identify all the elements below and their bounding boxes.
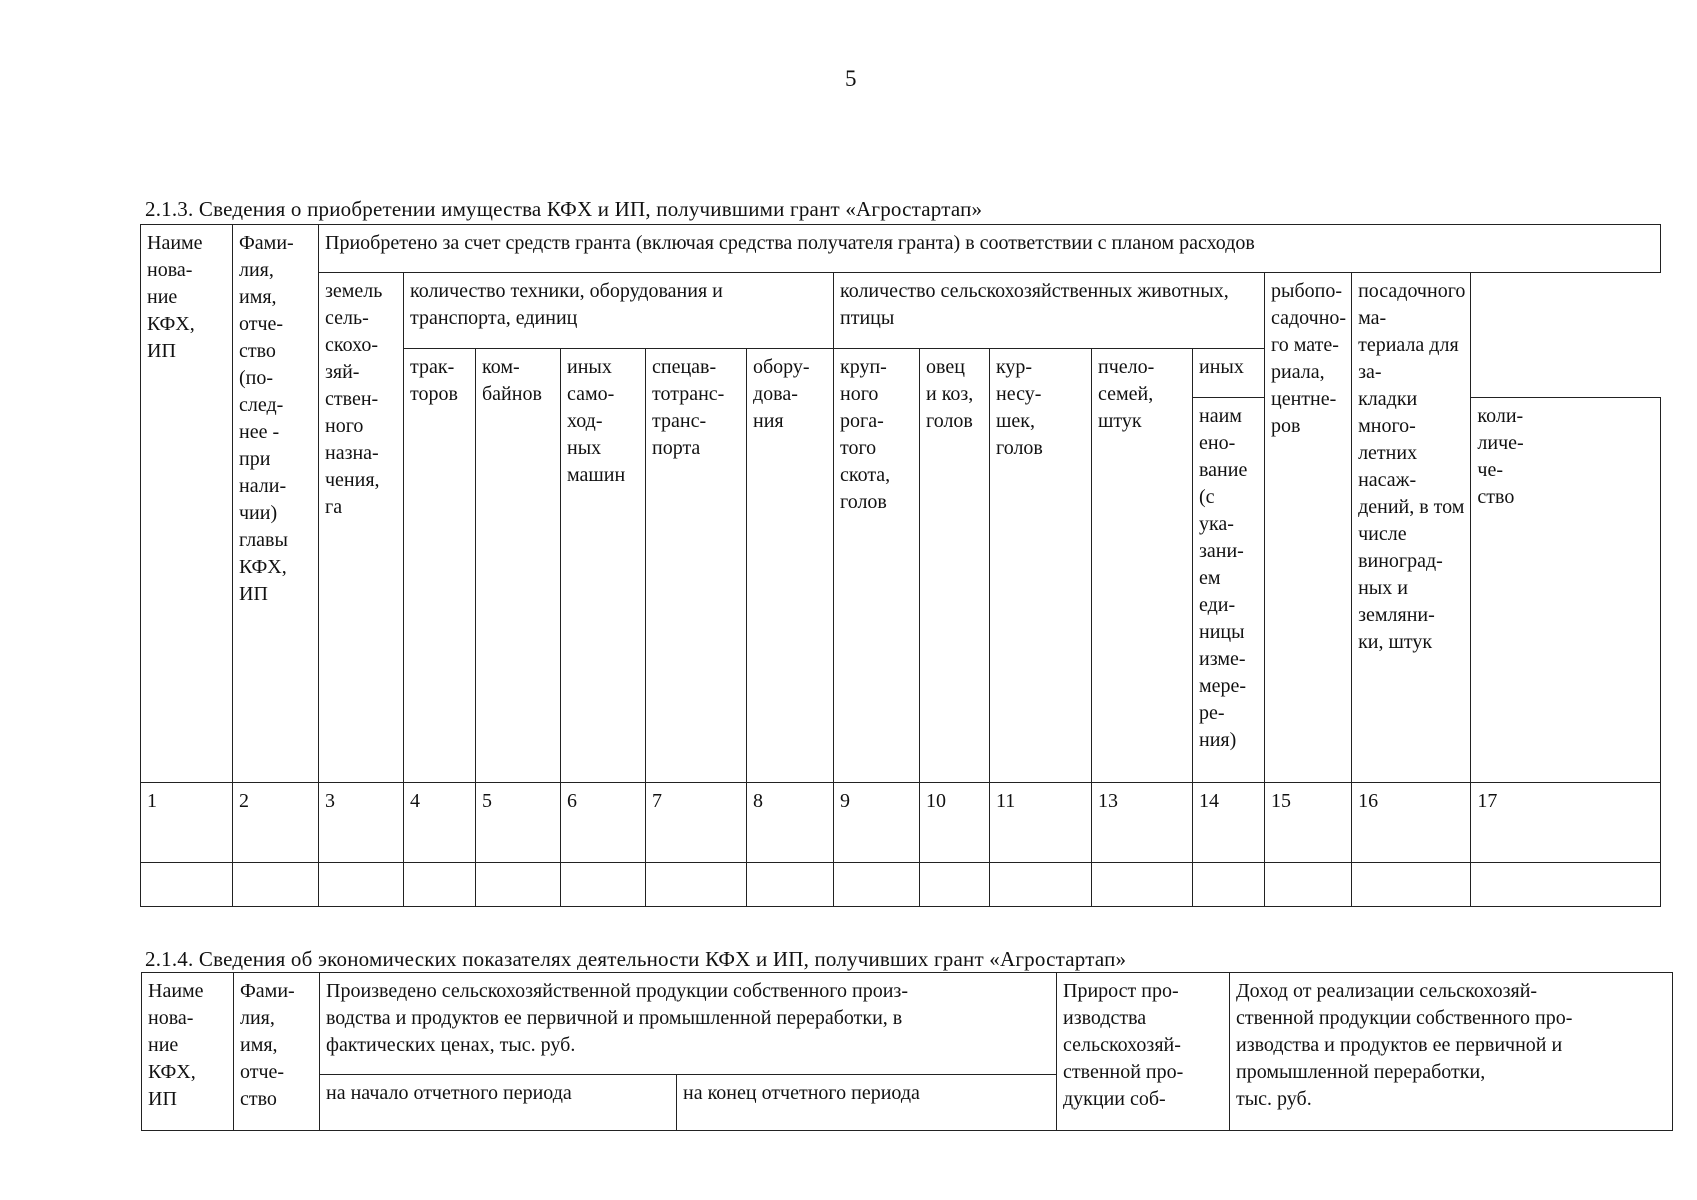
header-land: земель сель- скохо- зяй- ствен- ного назна- чения, га [319,273,404,783]
column-number: 13 [1092,783,1193,863]
header-other-quantity: коли- личе- че- ство [1471,398,1661,783]
header-row-2 [141,273,1661,349]
page-number: 5 [845,66,857,91]
column-number: 6 [561,783,646,863]
table-row [141,863,1661,907]
header-bee-colonies: пчело- семей, штук [1092,349,1193,783]
header-row-1 [141,225,1661,273]
column-number: 14 [1193,783,1265,863]
header-farm-name: Наиме нова- ние КФХ, ИП [142,973,234,1131]
header-animals-group: количество сельскохозяйственных животных, птицы [834,273,1265,349]
table-cell[interactable] [990,863,1092,907]
header-period-end: на конец отчетного периода [677,1075,1057,1131]
table-cell[interactable] [141,863,233,907]
header-sheep-goats: овец и коз, голов [920,349,990,783]
column-number: 7 [646,783,747,863]
section-title-2-1-3: 2.1.3. Сведения о приобретении имущества КФХ и ИП, получившими грант «Агростартап» [145,197,983,221]
table-cell[interactable] [476,863,561,907]
table-cell[interactable] [561,863,646,907]
column-number: 10 [920,783,990,863]
header-laying-hens: кур- несу- шек, голов [990,349,1092,783]
column-number: 3 [319,783,404,863]
column-number: 2 [233,783,319,863]
table-cell[interactable] [319,863,404,907]
column-number: 9 [834,783,920,863]
header-planting-material: посадочного ма- териала для за- кладки много- летних насаж- дений, в том числе виноград- ных и земляни- ки, штук [1352,273,1471,783]
header-head-fio: Фами- лия, имя, отче- ство [234,973,320,1131]
table-cell[interactable] [646,863,747,907]
table-cell[interactable] [834,863,920,907]
table-cell[interactable] [1193,863,1265,907]
header-cattle: круп- ного рога- того скота, голов [834,349,920,783]
header-sales-income: Доход от реализации сельскохозяй- ственной продукции собственного про- изводства и продуктов ее первичной и промышленной переработки, тыс. руб. [1230,973,1673,1131]
header-self-propelled: иных само- ход- ных машин [561,349,646,783]
table-cell[interactable] [1265,863,1352,907]
header-production-growth: Прирост про- изводства сельскохозяй- ственной про- дукции соб- [1057,973,1230,1131]
economic-indicators-table [141,972,1673,1131]
section-title-2-1-4: 2.1.4. Сведения об экономических показателях деятельности КФХ и ИП, получивших грант «Агростартап» [145,947,1127,971]
header-other-name: наим ено- вание (с ука- зани- ем еди- ницы изме- мере- ре- ния) [1193,398,1265,783]
column-number: 1 [141,783,233,863]
column-number: 11 [990,783,1092,863]
table-cell[interactable] [1352,863,1471,907]
table-cell[interactable] [747,863,834,907]
header-produced: Произведено сельскохозяйственной продукции собственного произ- водства и продуктов ее первичной и промышленной переработки, в фактических ценах, тыс. руб. [320,973,1057,1075]
column-number: 17 [1471,783,1661,863]
acquisitions-table [140,224,1661,907]
column-number: 15 [1265,783,1352,863]
table-cell[interactable] [233,863,319,907]
header-fish-material: рыбопо- садочно- го мате- риала, центне- ров [1265,273,1352,783]
header-other-group: иных [1193,349,1352,398]
table-cell[interactable] [404,863,476,907]
header-farm-name: Наиме нова- ние КФХ, ИП [141,225,233,783]
table-cell[interactable] [1471,863,1661,907]
column-number: 5 [476,783,561,863]
header-equipment: обору- дова- ния [747,349,834,783]
column-number: 8 [747,783,834,863]
header-equipment-group: количество техники, оборудования и транспорта, единиц [404,273,834,349]
table-cell[interactable] [1092,863,1193,907]
column-number: 16 [1352,783,1471,863]
column-number: 4 [404,783,476,863]
table-cell[interactable] [920,863,990,907]
header-period-start: на начало отчетного периода [320,1075,677,1131]
header-row-1 [142,973,1673,1075]
header-special-transport: спецав- тотранс- транс- порта [646,349,747,783]
header-acquired: Приобретено за счет средств гранта (включая средства получателя гранта) в соответствии с планом расходов [319,225,1661,273]
header-head-fio: Фами- лия, имя, отче- ство (по- след- нее - при нали- чии) главы КФХ, ИП [233,225,319,783]
column-numbers-row [141,783,1661,863]
header-combines: ком- байнов [476,349,561,783]
header-tractors: трак- торов [404,349,476,783]
